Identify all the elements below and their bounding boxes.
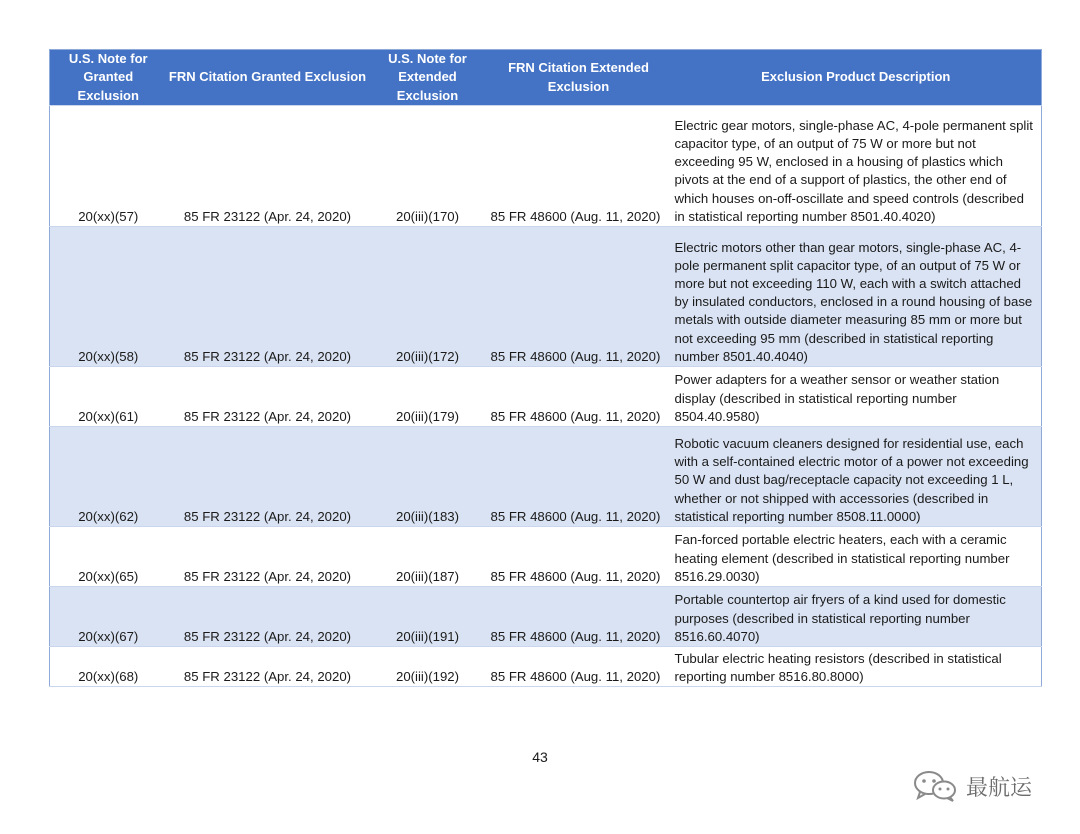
header-granted-note: U.S. Note for Granted Exclusion — [50, 50, 167, 106]
granted-note-cell: 20(xx)(65) — [78, 568, 139, 584]
granted-note-cell: 20(xx)(58) — [50, 227, 167, 367]
granted-note-cell: 20(xx)(68) — [78, 668, 139, 684]
extended-note-cell: 20(iii)(192) — [395, 668, 460, 684]
granted-note-cell: 20(xx)(62) — [50, 427, 167, 527]
table-row — [50, 106, 1042, 227]
exclusion-table — [49, 49, 1042, 687]
table-row — [50, 227, 1042, 367]
extended-frn-cell: 85 FR 48600 (Aug. 11, 2020) — [490, 568, 661, 584]
extended-frn-cell: 85 FR 48600 (Aug. 11, 2020) — [487, 587, 671, 647]
granted-note-cell: 20(xx)(67) — [50, 587, 167, 647]
granted-frn-cell: 85 FR 23122 (Apr. 24, 2020) — [167, 587, 369, 647]
wechat-icon — [912, 769, 958, 803]
extended-frn-cell: 85 FR 48600 (Aug. 11, 2020) — [487, 427, 671, 527]
header-granted-frn: FRN Citation Granted Exclusion — [167, 50, 369, 106]
extended-frn-cell: 85 FR 48600 (Aug. 11, 2020) — [490, 668, 661, 684]
page-number: 43 — [532, 749, 548, 765]
extended-note-cell: 20(iii)(170) — [395, 208, 460, 224]
table-row — [50, 587, 1042, 647]
extended-frn-cell: 85 FR 48600 (Aug. 11, 2020) — [490, 208, 661, 224]
header-description: Exclusion Product Description — [671, 50, 1042, 106]
description-cell: Tubular electric heating resistors (described in statistical reporting number 8516.80.8000) — [674, 650, 1002, 684]
granted-note-cell: 20(xx)(57) — [78, 208, 139, 224]
table-row — [50, 427, 1042, 527]
extended-note-cell: 20(iii)(179) — [395, 408, 460, 424]
table-row — [50, 367, 1042, 427]
extended-frn-cell: 85 FR 48600 (Aug. 11, 2020) — [487, 227, 671, 367]
extended-frn-cell: 85 FR 48600 (Aug. 11, 2020) — [490, 408, 661, 424]
granted-frn-cell: 85 FR 23122 (Apr. 24, 2020) — [183, 408, 352, 424]
extended-note-cell: 20(iii)(191) — [369, 587, 487, 647]
description-cell: Portable countertop air fryers of a kind used for domestic purposes (described in statistical reporting number 8516.60.4070) — [671, 587, 1042, 647]
table-row — [50, 527, 1042, 587]
extended-note-cell: 20(iii)(172) — [369, 227, 487, 367]
extended-note-cell: 20(iii)(183) — [369, 427, 487, 527]
description-cell: Robotic vacuum cleaners designed for residential use, each with a self-contained electric motor of a power not exceeding 50 W and dust bag/receptacle capacity not exceeding 1 L, whether or not shipped with accessories (described in statistical reporting number 8508.11.0000) — [671, 427, 1042, 527]
table-header-row — [50, 50, 1042, 106]
granted-frn-cell: 85 FR 23122 (Apr. 24, 2020) — [183, 668, 352, 684]
header-extended-note: U.S. Note for Extended Exclusion — [369, 50, 487, 106]
granted-note-cell: 20(xx)(61) — [78, 408, 139, 424]
granted-frn-cell: 85 FR 23122 (Apr. 24, 2020) — [183, 208, 352, 224]
description-cell: Electric gear motors, single-phase AC, 4-pole permanent split capacitor type, of an output of 75 W or more but not exceeding 95 W, enclosed in a housing of plastics which pivots at the end of a support of plastics, the other end of which houses on-off-oscillate and speed controls (described in statistical reporting number 8501.40.4020) — [674, 117, 1033, 224]
table-row — [50, 647, 1042, 687]
extended-note-cell: 20(iii)(187) — [395, 568, 460, 584]
header-extended-frn: FRN Citation Extended Exclusion — [487, 50, 671, 106]
description-cell: Fan-forced portable electric heaters, each with a ceramic heating element (described in statistical reporting number 8516.29.0030) — [674, 532, 1010, 584]
watermark-text: 最航运 — [966, 774, 1033, 800]
granted-frn-cell: 85 FR 23122 (Apr. 24, 2020) — [167, 427, 369, 527]
granted-frn-cell: 85 FR 23122 (Apr. 24, 2020) — [183, 568, 352, 584]
granted-frn-cell: 85 FR 23122 (Apr. 24, 2020) — [167, 227, 369, 367]
watermark — [912, 769, 1032, 803]
description-cell: Power adapters for a weather sensor or weather station display (described in statistical reporting number 8504.40.9580) — [674, 372, 1000, 424]
description-cell: Electric motors other than gear motors, single-phase AC, 4-pole permanent split capacitor type, of an output of 75 W or more but not exceeding 110 W, each with a switch attached by insulated conductors, enclosed in a round housing of base metals with outside diameter measuring 85 mm or more but not exceeding 95 mm (described in statistical reporting number 8501.40.4040) — [671, 227, 1042, 367]
